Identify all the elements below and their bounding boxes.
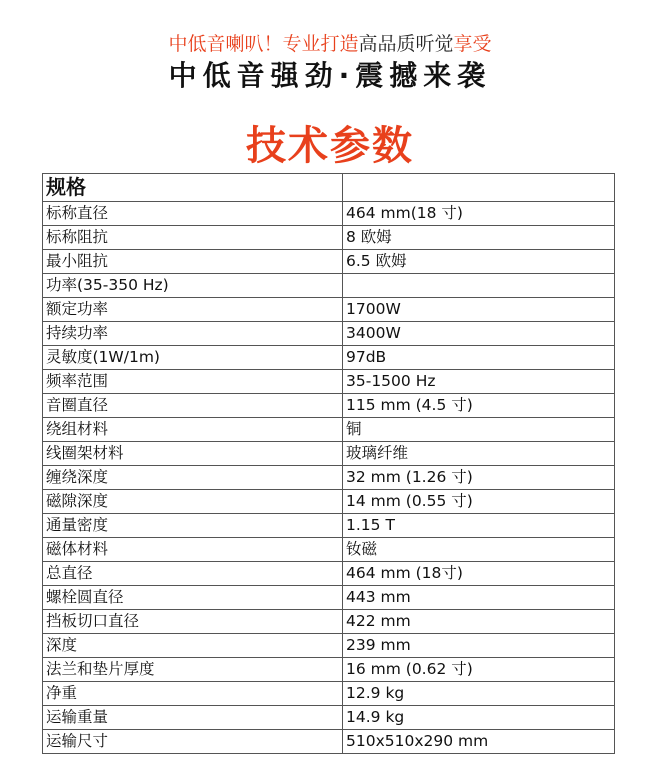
- spec-value: 玻璃纤维: [343, 442, 615, 466]
- table-row: [43, 274, 615, 298]
- spec-value: 239 mm: [343, 634, 615, 658]
- spec-label: 深度: [43, 634, 343, 658]
- spec-label: 法兰和垫片厚度: [43, 658, 343, 682]
- spec-label: 净重: [43, 682, 343, 706]
- table-row: [43, 322, 615, 346]
- spec-value: 35-1500 Hz: [343, 370, 615, 394]
- spec-label: 灵敏度(1W/1m): [43, 346, 343, 370]
- spec-label: 音圈直径: [43, 394, 343, 418]
- spec-label: 线圈架材料: [43, 442, 343, 466]
- spec-value: 115 mm (4.5 寸): [343, 394, 615, 418]
- table-row: [43, 490, 615, 514]
- spec-label: 螺栓圆直径: [43, 586, 343, 610]
- table-header-value: [343, 174, 615, 202]
- table-row: [43, 634, 615, 658]
- spec-label: 频率范围: [43, 370, 343, 394]
- tagline-part: 高品质听觉: [358, 33, 454, 55]
- spec-value: 16 mm (0.62 寸): [343, 658, 615, 682]
- spec-value: 97dB: [343, 346, 615, 370]
- tagline: [0, 32, 660, 56]
- spec-value: 443 mm: [343, 586, 615, 610]
- spec-label: 挡板切口直径: [43, 610, 343, 634]
- section-title: 技术参数: [246, 123, 414, 169]
- table-row: [43, 562, 615, 586]
- spec-label: 运输尺寸: [43, 730, 343, 754]
- table-row: [43, 514, 615, 538]
- spec-label: 功率(35-350 Hz): [43, 274, 343, 298]
- table-row: [43, 538, 615, 562]
- table-header-row: [43, 174, 615, 202]
- spec-label: 磁体材料: [43, 538, 343, 562]
- table-header-label: 规格: [43, 174, 343, 202]
- spec-value: 422 mm: [343, 610, 615, 634]
- spec-label: 绕组材料: [43, 418, 343, 442]
- spec-label: 磁隙深度: [43, 490, 343, 514]
- spec-label: 持续功率: [43, 322, 343, 346]
- table-row: [43, 394, 615, 418]
- spec-value: 3400W: [343, 322, 615, 346]
- table-row: [43, 682, 615, 706]
- table-row: [43, 466, 615, 490]
- spec-value: 8 欧姆: [343, 226, 615, 250]
- spec-value: 12.9 kg: [343, 682, 615, 706]
- table-row: [43, 586, 615, 610]
- spec-value: 1.15 T: [343, 514, 615, 538]
- table-row: [43, 202, 615, 226]
- spec-value: 铜: [343, 418, 615, 442]
- spec-label: 运输重量: [43, 706, 343, 730]
- table-row: [43, 226, 615, 250]
- spec-label: 额定功率: [43, 298, 343, 322]
- table-row: [43, 730, 615, 754]
- spec-value: 14.9 kg: [343, 706, 615, 730]
- spec-label: 通量密度: [43, 514, 343, 538]
- spec-value: 510x510x290 mm: [343, 730, 615, 754]
- spec-value: [343, 274, 615, 298]
- table-row: [43, 658, 615, 682]
- spec-value: 钕磁: [343, 538, 615, 562]
- table-row: [43, 442, 615, 466]
- table-row: [43, 250, 615, 274]
- table-row: [43, 610, 615, 634]
- table-row: [43, 370, 615, 394]
- spec-label: 最小阻抗: [43, 250, 343, 274]
- spec-label: 标称阻抗: [43, 226, 343, 250]
- headline: 中低音强劲·震撼来袭: [168, 59, 492, 92]
- spec-table: [42, 173, 615, 754]
- spec-value: 1700W: [343, 298, 615, 322]
- tagline-part: 享受: [453, 33, 492, 55]
- spec-value: 6.5 欧姆: [343, 250, 615, 274]
- spec-value: 464 mm (18寸): [343, 562, 615, 586]
- table-row: [43, 346, 615, 370]
- spec-value: 464 mm(18 寸): [343, 202, 615, 226]
- spec-label: 缠绕深度: [43, 466, 343, 490]
- spec-label: 标称直径: [43, 202, 343, 226]
- table-row: [43, 706, 615, 730]
- spec-value: 32 mm (1.26 寸): [343, 466, 615, 490]
- table-row: [43, 298, 615, 322]
- table-row: [43, 418, 615, 442]
- spec-value: 14 mm (0.55 寸): [343, 490, 615, 514]
- tagline-part: 中低音喇叭！专业打造: [168, 33, 359, 55]
- spec-label: 总直径: [43, 562, 343, 586]
